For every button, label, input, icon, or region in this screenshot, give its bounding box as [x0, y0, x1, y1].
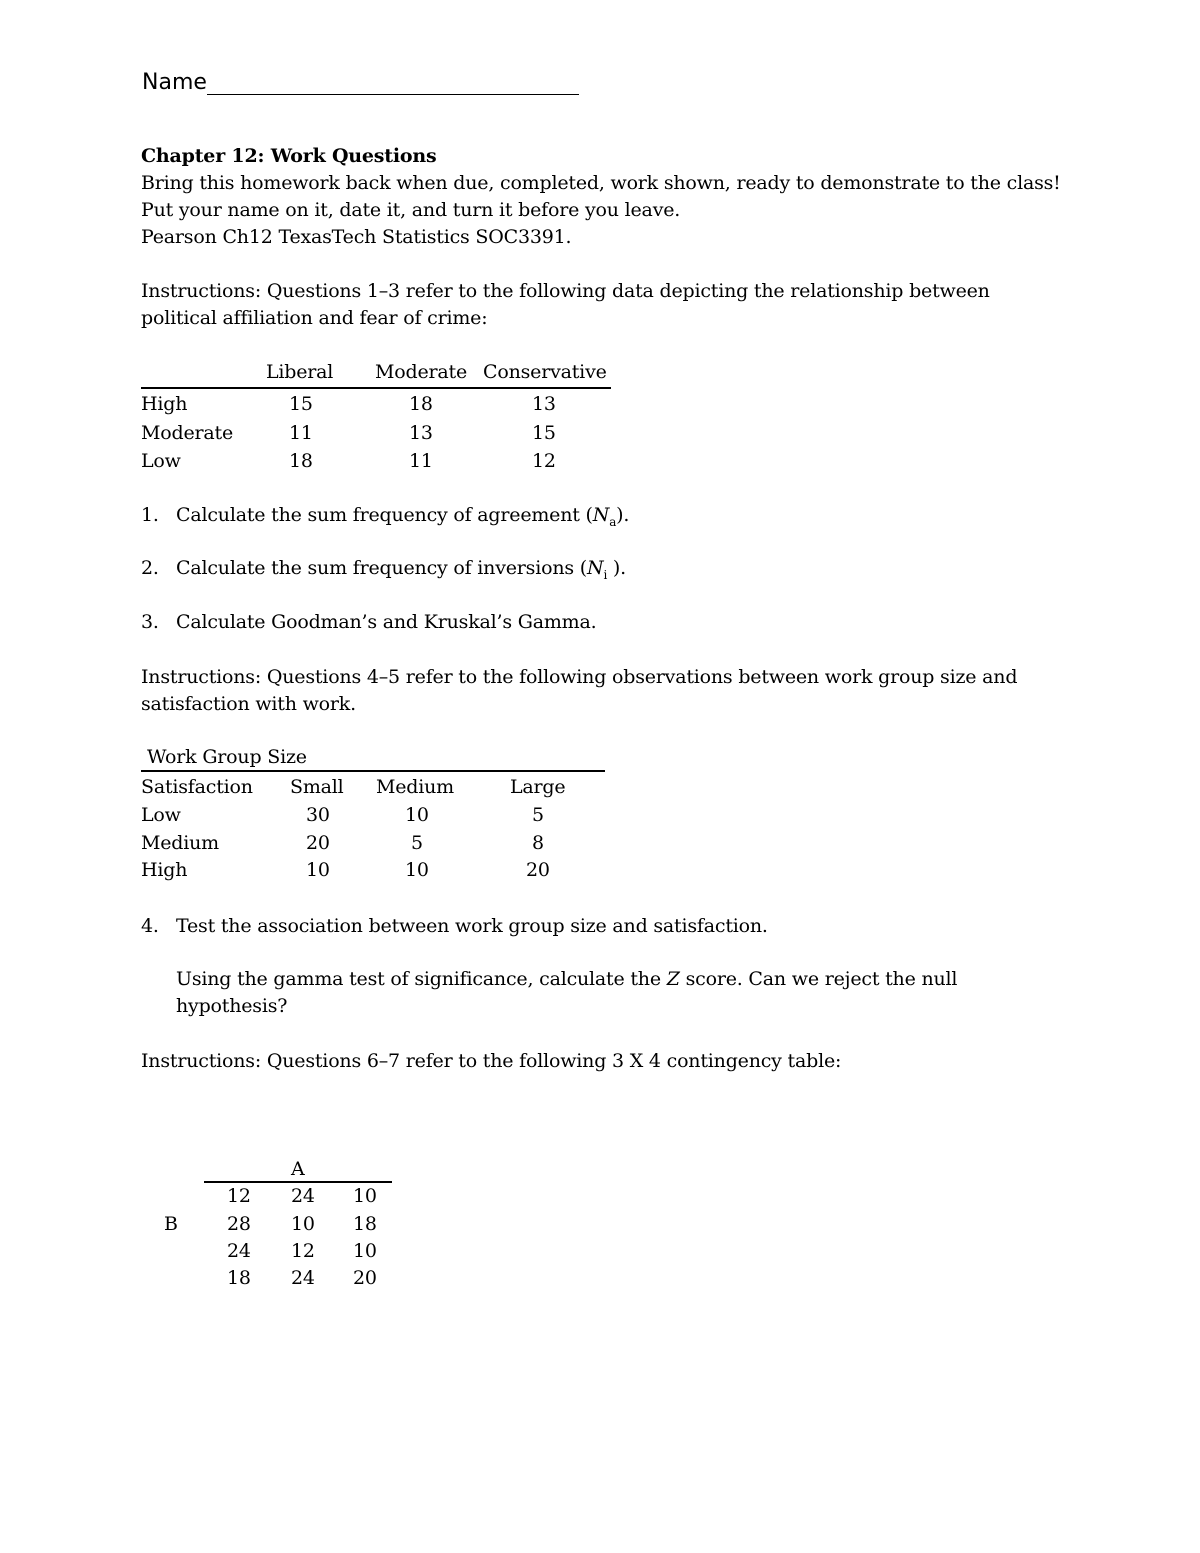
row-label: High: [141, 859, 188, 881]
chapter-title: Chapter 12: Work Questions: [141, 145, 437, 167]
table-cell: 24: [291, 1267, 315, 1289]
row-label: Medium: [141, 832, 219, 854]
table-cell: 18: [353, 1213, 377, 1235]
table-cell: 18: [227, 1267, 251, 1289]
table-cell: 12: [227, 1185, 251, 1207]
intro-line-3: Pearson Ch12 TexasTech Statistics SOC3391.: [141, 226, 572, 248]
question-2: 2. Calculate the sum frequency of inversions ($N_i$ ).: [141, 557, 626, 582]
section1-instructions-line-1: Instructions: Questions 1–3 refer to the following data depicting the relationship between: [141, 280, 990, 302]
section2-instructions: [141, 664, 1017, 718]
column-header: Medium: [376, 776, 454, 798]
table-header-rule: [141, 387, 611, 389]
section3-instructions: Instructions: Questions 6–7 refer to the following 3 X 4 contingency table:: [141, 1050, 842, 1072]
question-number: 1.: [141, 504, 159, 526]
name-field: [142, 68, 579, 95]
section2-instructions-line-1: Instructions: Questions 4–5 refer to the following observations between work group size and: [141, 666, 1018, 688]
table-cell: 12: [291, 1240, 315, 1262]
column-header: Small: [290, 776, 344, 798]
table-cell: 24: [227, 1240, 251, 1262]
question-number: 3.: [141, 611, 159, 633]
table-cell: 28: [227, 1213, 251, 1235]
table-cell: 5: [411, 832, 423, 854]
column-variable-label: A: [291, 1158, 305, 1180]
question-4: 4. Test the association between work group size and satisfaction.: [141, 913, 768, 940]
table-cell: 20: [306, 832, 330, 854]
column-header: Liberal: [266, 361, 334, 383]
section1-instructions-line-2: political affiliation and fear of crime:: [141, 307, 488, 329]
table-cell: 10: [405, 859, 429, 881]
table-cell: 10: [353, 1185, 377, 1207]
table-cell: 13: [532, 393, 556, 415]
row-label: Moderate: [141, 422, 233, 444]
name-blank-line: [207, 68, 579, 95]
table-cell: 30: [306, 804, 330, 826]
table-cell: 11: [409, 450, 433, 472]
table-cell: 11: [289, 422, 313, 444]
table-cell: 15: [289, 393, 313, 415]
column-header: Moderate: [375, 361, 467, 383]
row-variable-label: B: [164, 1213, 178, 1235]
table-cell: 10: [405, 804, 429, 826]
table-cell: 13: [409, 422, 433, 444]
row-header: Satisfaction: [141, 776, 253, 798]
table-cell: 10: [353, 1240, 377, 1262]
table-cell: 10: [306, 859, 330, 881]
row-label: Low: [141, 804, 181, 826]
question-number: 2.: [141, 557, 159, 579]
row-label: Low: [141, 450, 181, 472]
table-cell: 20: [353, 1267, 377, 1289]
section2-instructions-line-2: satisfaction with work.: [141, 693, 356, 715]
table-caption: Work Group Size: [147, 746, 307, 768]
question-4-followup: Using the gamma test of significance, calculate the Z score. Can we reject the null hypothesis?: [176, 968, 958, 1017]
table-caption-rule: [141, 770, 605, 772]
table-cell: 5: [532, 804, 544, 826]
row-label: High: [141, 393, 188, 415]
column-header: Conservative: [483, 361, 607, 383]
intro-line-1: Bring this homework back when due, completed, work shown, ready to demonstrate to the class!: [141, 172, 1061, 194]
intro-block: [141, 143, 1061, 251]
question-number: 4.: [141, 915, 159, 937]
table-cell: 15: [532, 422, 556, 444]
table-cell: 24: [291, 1185, 315, 1207]
name-label: Name: [142, 70, 207, 95]
question-1: 1. Calculate the sum frequency of agreement $(N_a)$.: [141, 504, 630, 529]
question-3: 3. Calculate Goodman’s and Kruskal’s Gamma.: [141, 609, 596, 636]
table-cell: 20: [526, 859, 550, 881]
table-cell: 18: [289, 450, 313, 472]
table-cell: 12: [532, 450, 556, 472]
intro-line-2: Put your name on it, date it, and turn it before you leave.: [141, 199, 681, 221]
column-header: Large: [510, 776, 566, 798]
table-cell: 18: [409, 393, 433, 415]
section1-instructions: [141, 278, 990, 332]
table-cell: 10: [291, 1213, 315, 1235]
table-cell: 8: [532, 832, 544, 854]
